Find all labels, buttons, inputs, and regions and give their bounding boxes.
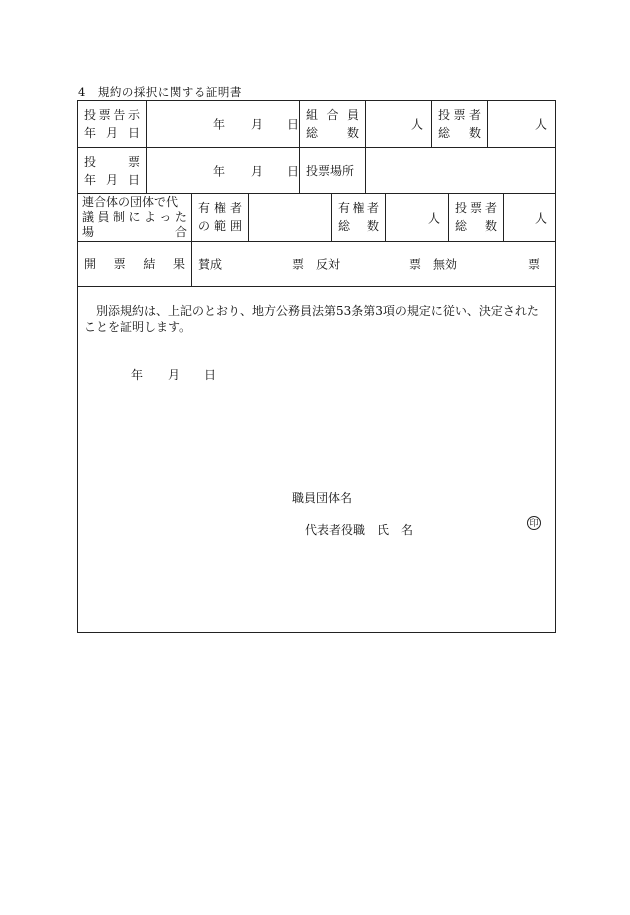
scope-label-line2: の 範 囲 (198, 219, 242, 233)
vote-row (78, 148, 555, 194)
vote-label-cell (78, 148, 147, 193)
fvoters-label-cell (449, 194, 504, 241)
certificate-form (77, 100, 556, 633)
for-label: 賛成 (198, 257, 223, 272)
invalid-label: 無効 (433, 257, 458, 272)
vote-label-line1: 投 票 (84, 155, 140, 169)
org-name-label: 職員団体名 (292, 491, 353, 505)
notice-label-cell (78, 101, 147, 147)
voters-label-line2: 総 数 (438, 126, 481, 140)
cert-day-label: 日 (204, 368, 217, 382)
against-label: 反対 (316, 257, 341, 272)
federation-label-line1: 連合体の団体で代 (82, 195, 179, 209)
against-unit: 票 (409, 257, 422, 272)
result-label-cell (78, 242, 192, 286)
place-value-cell[interactable] (366, 148, 555, 193)
eligible-count-cell[interactable] (386, 194, 449, 241)
notice-label-line1: 投 票 告 示 (84, 108, 140, 122)
notice-year-label: 年 (213, 117, 226, 132)
notice-day-label: 日 (287, 117, 300, 132)
cert-month-label: 月 (168, 368, 181, 382)
members-label-line1: 組 合 員 (306, 108, 359, 122)
page-title: 4 規約の採択に関する証明書 (78, 85, 242, 99)
members-label-cell (300, 101, 366, 147)
fvoters-label-line1: 投 票 者 (455, 201, 497, 215)
cert-year-label: 年 (131, 368, 144, 382)
voters-label-line1: 投 票 者 (438, 108, 481, 122)
notice-month-label: 月 (251, 117, 264, 132)
representative-label: 代表者役職 氏 名 (305, 523, 414, 537)
federation-row (78, 194, 555, 242)
result-label: 開 票 結 果 (84, 257, 185, 271)
vote-day-label: 日 (287, 164, 300, 178)
members-label-line2: 総 数 (306, 126, 359, 140)
vote-year-label: 年 (213, 164, 226, 178)
federation-label-line2: 議 員 制 に よ っ た (82, 210, 187, 224)
notice-date-cell[interactable] (147, 101, 300, 147)
members-unit: 人 (410, 117, 423, 132)
certification-text: 別添規約は、上記のとおり、地方公務員法第53条第3項の規定に従い、決定されたことを証明します。 (84, 304, 539, 334)
seal-icon: 印 (527, 516, 541, 530)
members-count-cell[interactable] (366, 101, 432, 147)
place-label-cell (300, 148, 366, 193)
vote-label-line2: 年 月 日 (84, 173, 140, 187)
fvoters-unit: 人 (534, 211, 547, 225)
place-label: 投票場所 (306, 163, 355, 178)
result-row (78, 242, 555, 287)
result-values-cell[interactable] (192, 242, 555, 286)
vote-month-label: 月 (251, 164, 264, 178)
scope-label-line1: 有 権 者 (198, 201, 242, 215)
for-unit: 票 (292, 257, 305, 272)
eligible-label-line1: 有 権 者 (338, 201, 379, 215)
voters-label-cell (432, 101, 488, 147)
fvoters-count-cell[interactable] (504, 194, 555, 241)
eligible-unit: 人 (427, 211, 440, 225)
voters-count-cell[interactable] (488, 101, 555, 147)
scope-value-cell[interactable] (249, 194, 332, 241)
voters-unit: 人 (534, 117, 547, 132)
notice-label-line2: 年 月 日 (84, 126, 140, 140)
notice-row (78, 101, 555, 148)
invalid-unit: 票 (528, 257, 541, 272)
fvoters-label-line2: 総 数 (455, 219, 497, 233)
eligible-label-cell (332, 194, 386, 241)
vote-date-cell[interactable] (147, 148, 300, 193)
scope-label-cell (192, 194, 249, 241)
eligible-label-line2: 総 数 (338, 219, 379, 233)
federation-label-cell (78, 194, 192, 241)
federation-label-line3: 場 合 (82, 225, 187, 239)
